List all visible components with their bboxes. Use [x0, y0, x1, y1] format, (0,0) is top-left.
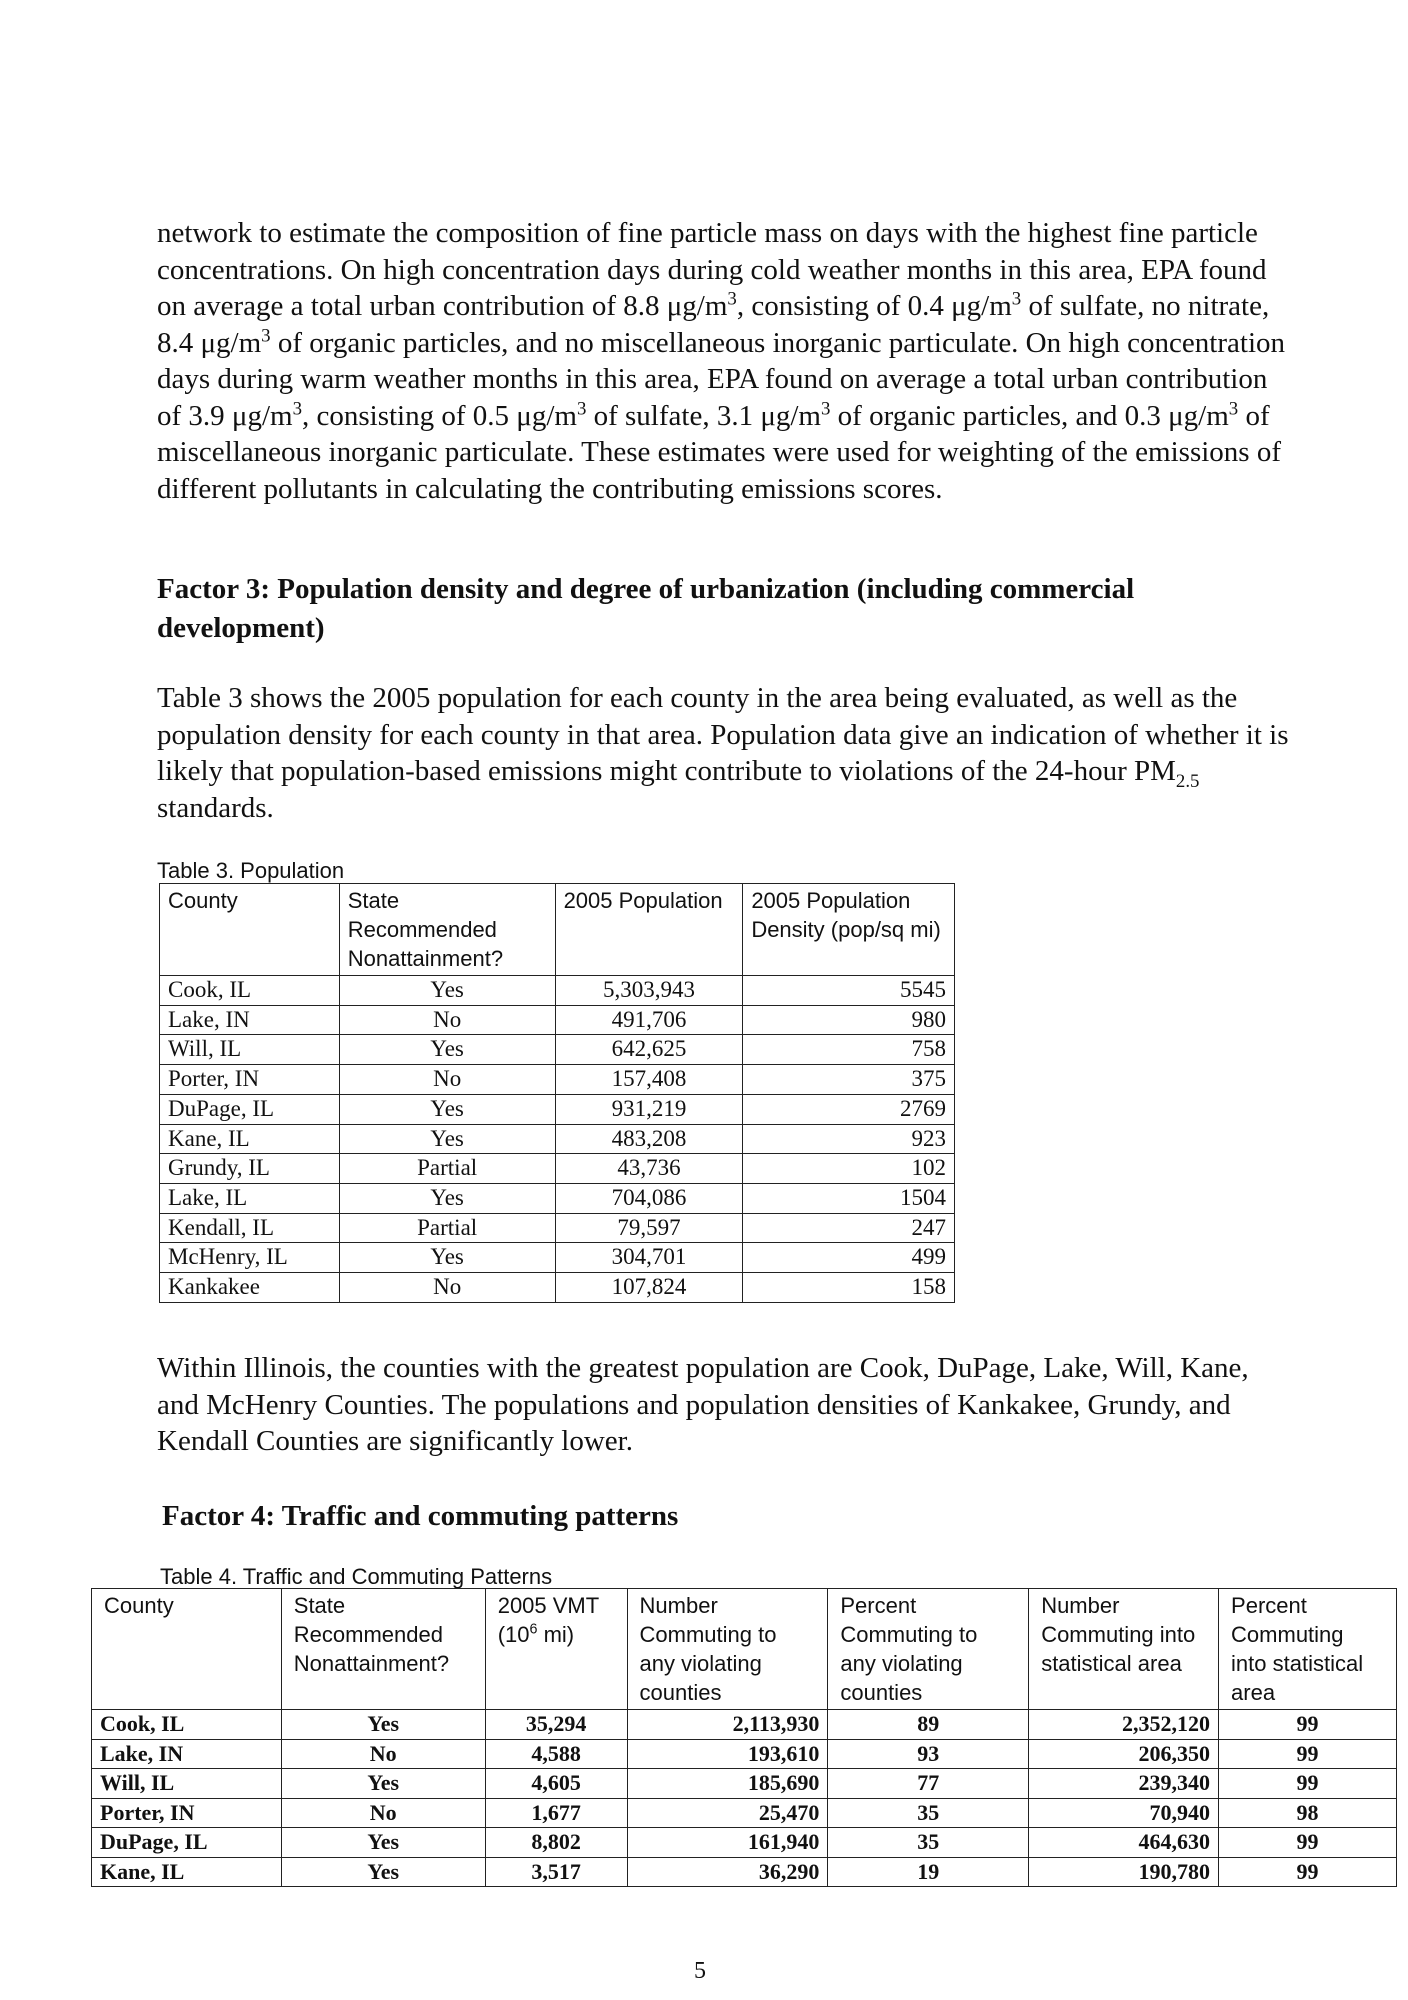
table-cell: 931,219	[555, 1094, 743, 1124]
table-cell: 99	[1219, 1857, 1397, 1887]
table-cell: Kankakee	[160, 1273, 340, 1303]
table-cell: Grundy, IL	[160, 1154, 340, 1184]
table-cell: 77	[828, 1769, 1029, 1799]
table-cell: 1504	[743, 1183, 955, 1213]
table-cell: 3,517	[485, 1857, 627, 1887]
table-cell: 5545	[743, 976, 955, 1006]
table-cell: 980	[743, 1005, 955, 1035]
table-cell: 35	[828, 1798, 1029, 1828]
table-row	[160, 976, 955, 1006]
table-cell: Cook, IL	[160, 976, 340, 1006]
table-cell: 464,630	[1029, 1828, 1219, 1858]
table-cell: Yes	[281, 1710, 485, 1740]
column-header: State Recommended Nonattainment?	[281, 1589, 485, 1710]
table-cell: 161,940	[627, 1828, 828, 1858]
table-cell: 375	[743, 1065, 955, 1095]
table-cell: Yes	[339, 1094, 555, 1124]
table-cell: 70,940	[1029, 1798, 1219, 1828]
table-row	[92, 1769, 1397, 1799]
table-cell: 193,610	[627, 1739, 828, 1769]
table-cell: 642,625	[555, 1035, 743, 1065]
table-cell: No	[281, 1739, 485, 1769]
table-cell: 1,677	[485, 1798, 627, 1828]
table-cell: Will, IL	[92, 1769, 282, 1799]
table-cell: McHenry, IL	[160, 1243, 340, 1273]
table-cell: Will, IL	[160, 1035, 340, 1065]
table-cell: Lake, IN	[160, 1005, 340, 1035]
table-cell: 4,605	[485, 1769, 627, 1799]
table-cell: Yes	[339, 1124, 555, 1154]
table-cell: 2,352,120	[1029, 1710, 1219, 1740]
column-header: 2005 Population	[555, 884, 743, 976]
table-cell: No	[339, 1273, 555, 1303]
table-row	[160, 1154, 955, 1184]
table-cell: 99	[1219, 1769, 1397, 1799]
column-header: 2005 Population Density (pop/sq mi)	[743, 884, 955, 976]
table-cell: 158	[743, 1273, 955, 1303]
table-cell: 704,086	[555, 1183, 743, 1213]
table-cell: Yes	[339, 1183, 555, 1213]
table-row	[92, 1710, 1397, 1740]
table-cell: 99	[1219, 1710, 1397, 1740]
table-cell: Yes	[281, 1857, 485, 1887]
table-row	[92, 1857, 1397, 1887]
table-cell: Yes	[339, 976, 555, 1006]
table-row	[160, 1035, 955, 1065]
column-header: Percent Commuting into statistical area	[1219, 1589, 1397, 1710]
column-header: Number Commuting into statistical area	[1029, 1589, 1219, 1710]
table-row	[160, 1124, 955, 1154]
table-cell: Lake, IN	[92, 1739, 282, 1769]
table-cell: 157,408	[555, 1065, 743, 1095]
table-cell: No	[339, 1005, 555, 1035]
table-cell: 758	[743, 1035, 955, 1065]
table-cell: 304,701	[555, 1243, 743, 1273]
table-cell: 35	[828, 1828, 1029, 1858]
column-header: County	[160, 884, 340, 976]
table-cell: No	[281, 1798, 485, 1828]
table-cell: 102	[743, 1154, 955, 1184]
column-header: County	[92, 1589, 282, 1710]
table-cell: 239,340	[1029, 1769, 1219, 1799]
table-cell: Yes	[339, 1035, 555, 1065]
table-cell: 4,588	[485, 1739, 627, 1769]
table-cell: No	[339, 1065, 555, 1095]
table-header-row	[160, 884, 955, 976]
table-cell: 99	[1219, 1739, 1397, 1769]
table-cell: 185,690	[627, 1769, 828, 1799]
table-row	[160, 1213, 955, 1243]
factor3-heading: Factor 3: Population density and degree of urbanization (including commercial development)	[157, 573, 1135, 644]
table-row	[160, 1183, 955, 1213]
table-cell: 19	[828, 1857, 1029, 1887]
table-cell: Cook, IL	[92, 1710, 282, 1740]
page-number: 5	[694, 1958, 706, 1984]
table-row	[160, 1005, 955, 1035]
column-header: State Recommended Nonattainment?	[339, 884, 555, 976]
table-cell: 491,706	[555, 1005, 743, 1035]
table-cell: 35,294	[485, 1710, 627, 1740]
intro-paragraph: network to estimate the composition of fine particle mass on days with the highest fine particle concentrations. On high concentration days during cold weather months in this area, EPA found on average a total urban contribution of 8.8 $\mu g/m^3$, consisting of 0.4 $\mu g/m^3$ of sulfate, no nitrate, 8.4 $\mu g/m^3$ of organic particles, and no miscellaneous inorganic particulate. On high concentration days during warm weather months in this area, EPA found on average a total urban contribution of 3.9 $\mu g/m^3$, consisting of 0.5 $\mu g/m^3$ of sulfate, 3.1 $\mu g/m^3$ of organic particles, and 0.3 $\mu g/m^3$ of miscellaneous inorganic particulate. These estimates were used for weighting of the emissions of different pollutants in calculating the contributing emissions scores.	[157, 217, 1285, 505]
population-table	[159, 883, 955, 1303]
table-cell: 89	[828, 1710, 1029, 1740]
table-cell: Porter, IN	[92, 1798, 282, 1828]
table-cell: Partial	[339, 1154, 555, 1184]
table-cell: 2,113,930	[627, 1710, 828, 1740]
table-cell: 499	[743, 1243, 955, 1273]
population-summary-paragraph: Within Illinois, the counties with the greatest population are Cook, DuPage, Lake, Will, Kane, and McHenry Counties. The populations and population densities of Kankakee, Grundy, and Kendall Counties are significantly lower.	[157, 1352, 1249, 1457]
table-cell: 25,470	[627, 1798, 828, 1828]
column-header: Percent Commuting to any violating counties	[828, 1589, 1029, 1710]
table-cell: Lake, IL	[160, 1183, 340, 1213]
table-cell: 43,736	[555, 1154, 743, 1184]
table-row	[92, 1739, 1397, 1769]
table-cell: Yes	[339, 1243, 555, 1273]
table-cell: 36,290	[627, 1857, 828, 1887]
factor3-paragraph: Table 3 shows the 2005 population for each county in the area being evaluated, as well as the population density for each county in that area. Population data give an indication of whether it is likely that population-based emissions might contribute to violations of the 24-hour $PM_{2.5}$ standards.	[157, 682, 1289, 824]
table-header-row	[92, 1589, 1397, 1710]
table-cell: Kane, IL	[92, 1857, 282, 1887]
table-row	[160, 1273, 955, 1303]
table-row	[160, 1065, 955, 1095]
table-cell: Porter, IN	[160, 1065, 340, 1095]
column-header: Number Commuting to any violating counties	[627, 1589, 828, 1710]
table-row	[92, 1828, 1397, 1858]
table-cell: 5,303,943	[555, 976, 743, 1006]
table-row	[160, 1094, 955, 1124]
table-row	[160, 1243, 955, 1273]
table-cell: Kane, IL	[160, 1124, 340, 1154]
table-cell: Kendall, IL	[160, 1213, 340, 1243]
table-cell: 247	[743, 1213, 955, 1243]
table-cell: 107,824	[555, 1273, 743, 1303]
table-cell: 483,208	[555, 1124, 743, 1154]
column-header: 2005 VMT ($10^6$ mi)	[485, 1589, 627, 1710]
table-cell: DuPage, IL	[160, 1094, 340, 1124]
table3-caption: Table 3. Population	[157, 858, 345, 883]
table-cell: Partial	[339, 1213, 555, 1243]
table-cell: 2769	[743, 1094, 955, 1124]
table-cell: Yes	[281, 1828, 485, 1858]
table-cell: 99	[1219, 1828, 1397, 1858]
table-cell: 206,350	[1029, 1739, 1219, 1769]
table-cell: 190,780	[1029, 1857, 1219, 1887]
factor4-heading: Factor 4: Traffic and commuting patterns	[162, 1500, 679, 1532]
table-cell: DuPage, IL	[92, 1828, 282, 1858]
table-cell: 98	[1219, 1798, 1397, 1828]
table-cell: Yes	[281, 1769, 485, 1799]
table-row	[92, 1798, 1397, 1828]
table-cell: 8,802	[485, 1828, 627, 1858]
table-cell: 93	[828, 1739, 1029, 1769]
table-cell: 79,597	[555, 1213, 743, 1243]
table4-caption: Table 4. Traffic and Commuting Patterns	[160, 1564, 553, 1589]
table-cell: 923	[743, 1124, 955, 1154]
traffic-commuting-table	[91, 1588, 1397, 1887]
